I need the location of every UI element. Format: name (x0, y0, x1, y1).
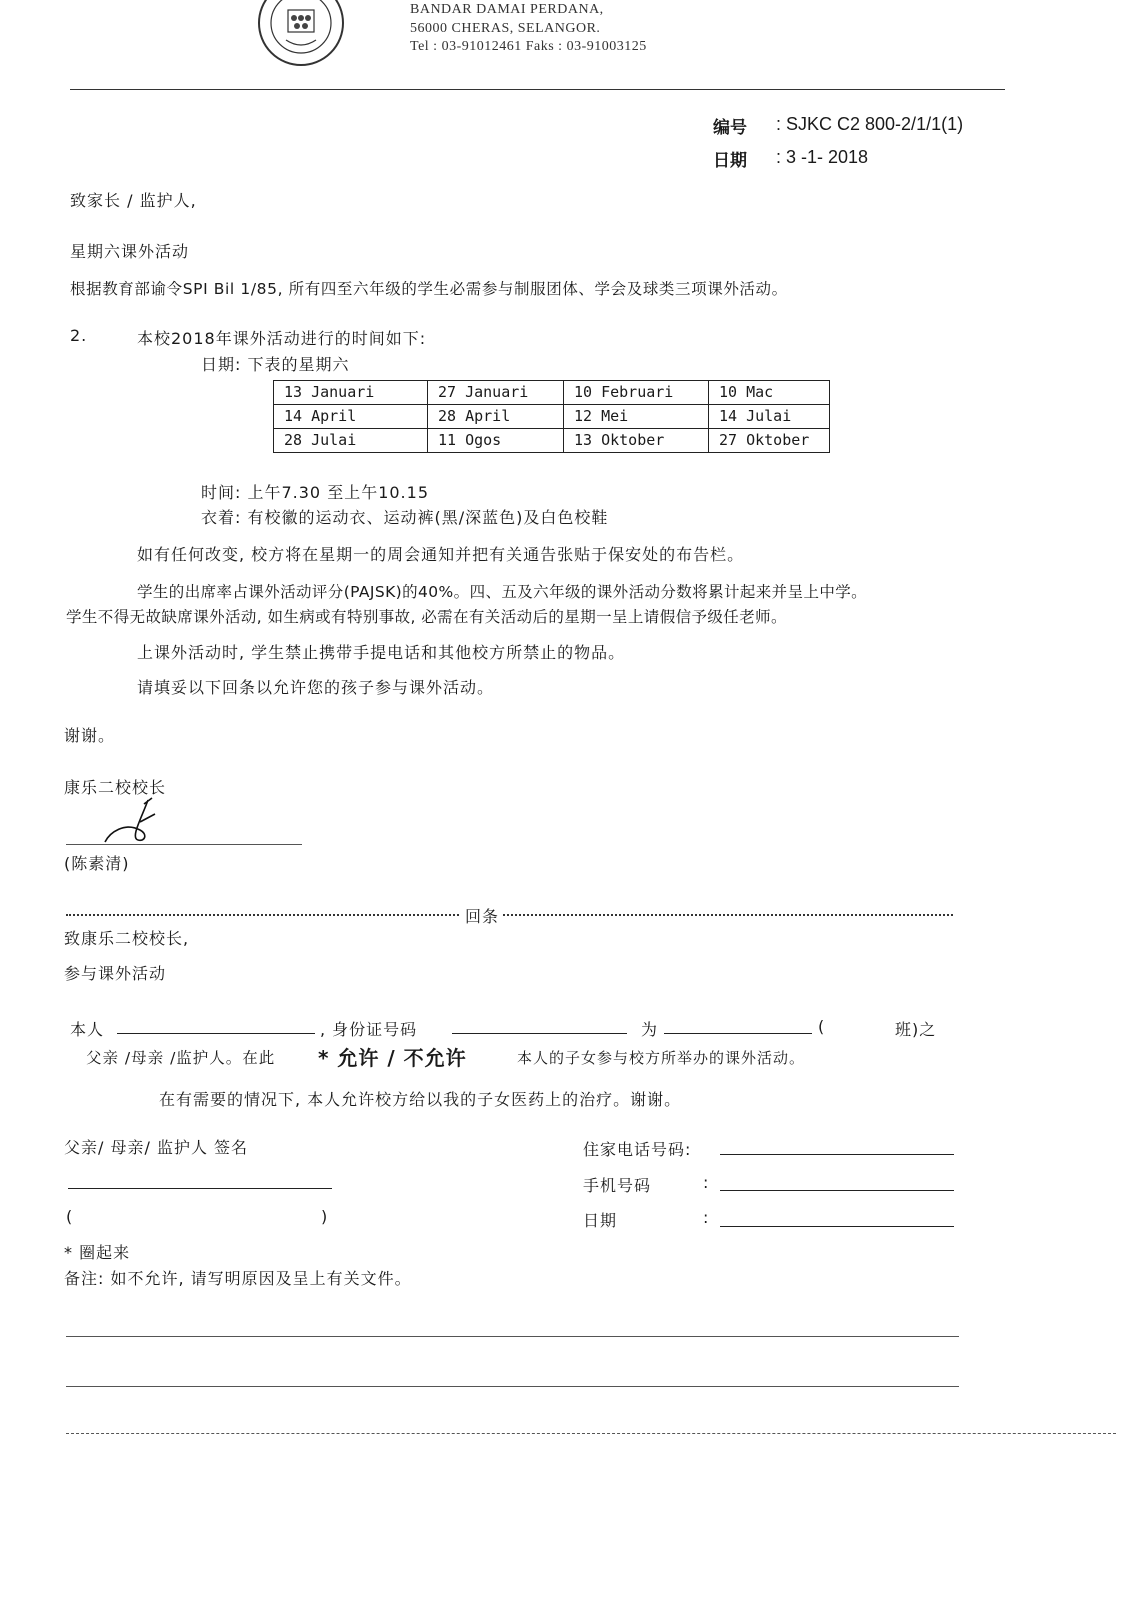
cut-line-left (66, 914, 459, 916)
parent-signature-field[interactable] (68, 1188, 332, 1189)
circle-note: * 圈起来 (64, 1243, 131, 1262)
school-crest-logo (256, 0, 346, 68)
table-row (274, 429, 830, 453)
ref-number-value: : SJKC C2 800-2/1/1(1) (776, 114, 964, 134)
reply-line1-prefix: 本人 (70, 1020, 105, 1039)
phone-fax: Tel : 03-91012461 Faks : 03-91003125 (410, 39, 647, 54)
paragraph-6: 请填妥以下回条以允许您的孩子参与课外活动。 (137, 678, 495, 697)
table-cell: 11 Ogos (428, 429, 564, 453)
attire-line: 衣着: 有校徽的运动衣、运动裤(黑/深蓝色)及白色校鞋 (201, 508, 609, 527)
signatory-title: 康乐二校校长 (64, 778, 167, 797)
reply-line2-start: 父亲 /母亲 /监护人。在此 (86, 1049, 276, 1067)
header-rule (70, 89, 1005, 90)
remark: 备注: 如不允许, 请写明原因及呈上有关文件。 (64, 1269, 412, 1288)
table-cell: 27 Oktober (709, 429, 830, 453)
mobile-colon: : (703, 1173, 710, 1192)
table-cell: 12 Mei (564, 405, 709, 429)
saturday-schedule-table (273, 380, 830, 453)
date-line: 日期: 下表的星期六 (201, 355, 350, 374)
date-label: 日期 (583, 1211, 618, 1230)
table-cell: 27 Januari (428, 381, 564, 405)
ref-number-label: 编号 (713, 118, 747, 138)
signature-line (66, 844, 302, 845)
table-cell: 14 Julai (709, 405, 830, 429)
remark-line-2[interactable] (66, 1386, 959, 1387)
signatory-name: (陈素清) (64, 854, 130, 873)
id-number-label: , 身份证号码 (320, 1020, 418, 1039)
ref-date-value: : 3 -1- 2018 (776, 147, 869, 167)
home-phone-label: 住家电话号码: (583, 1140, 692, 1159)
paragraph-1: 根据教育部谕令SPI Bil 1/85, 所有四至六年级的学生必需参与制服团体、学会及球类三项课外活动。 (70, 280, 788, 298)
date-field[interactable] (720, 1226, 954, 1227)
class-label: 班)之 (895, 1020, 937, 1039)
paragraph-3: 如有任何改变, 校方将在星期一的周会通知并把有关通告张贴于保安处的布告栏。 (137, 545, 745, 564)
class-open-paren: ( (818, 1017, 826, 1036)
paragraph-4a: 学生的出席率占课外活动评分(PAJSK)的40%。四、五及六年级的课外活动分数将累计起来并呈上中学。 (137, 583, 868, 601)
reply-subject: 参与课外活动 (64, 964, 167, 983)
table-cell: 28 Julai (274, 429, 428, 453)
child-name-field[interactable] (664, 1033, 812, 1034)
table-row (274, 405, 830, 429)
remark-line-1[interactable] (66, 1336, 959, 1337)
address-line-1: BANDAR DAMAI PERDANA, (410, 2, 604, 17)
remark-line-3[interactable] (66, 1433, 1116, 1434)
date-colon: : (703, 1208, 710, 1227)
table-cell: 10 Februari (564, 381, 709, 405)
table-cell: 13 Oktober (564, 429, 709, 453)
paragraph-5: 上课外活动时, 学生禁止携带手提电话和其他校方所禁止的物品。 (137, 643, 626, 662)
id-number-field[interactable] (452, 1033, 627, 1034)
medical-consent: 在有需要的情况下, 本人允许校方给以我的子女医药上的治疗。谢谢。 (159, 1090, 682, 1109)
address-line-2: 56000 CHERAS, SELANGOR. (410, 21, 601, 36)
table-cell: 28 April (428, 405, 564, 429)
signature-label: 父亲/ 母亲/ 监护人 签名 (64, 1138, 249, 1157)
salutation: 致家长 / 监护人, (70, 191, 197, 210)
paragraph-2: 本校2018年课外活动进行的时间如下: (137, 329, 427, 348)
reply-line2-end: 本人的子女参与校方所举办的课外活动。 (517, 1049, 806, 1067)
table-cell: 14 April (274, 405, 428, 429)
paragraph-2-number: 2. (70, 326, 88, 345)
principal-signature (100, 792, 170, 847)
parent-name-close: ) (321, 1207, 329, 1226)
reply-slip-label: 回条 (465, 907, 500, 926)
time-line: 时间: 上午7.30 至上午10.15 (201, 483, 429, 502)
mobile-field[interactable] (720, 1190, 954, 1191)
ref-date-label: 日期 (713, 151, 747, 171)
paragraph-4b: 学生不得无故缺席课外活动, 如生病或有特别事故, 必需在有关活动后的星期一呈上请假信予级任老师。 (66, 608, 787, 626)
home-phone-field[interactable] (720, 1154, 954, 1155)
student-name-field[interactable] (117, 1033, 315, 1034)
reply-to: 致康乐二校校长, (64, 929, 190, 948)
for-label: 为 (641, 1020, 659, 1039)
subject: 星期六课外活动 (70, 242, 190, 261)
permission-options[interactable]: * 允许 / 不允许 (318, 1046, 467, 1070)
table-row (274, 381, 830, 405)
parent-name-open: ( (66, 1207, 74, 1226)
table-cell: 13 Januari (274, 381, 428, 405)
thanks: 谢谢。 (64, 726, 116, 745)
table-cell: 10 Mac (709, 381, 830, 405)
mobile-label: 手机号码 (583, 1176, 652, 1195)
cut-line-right (503, 914, 953, 916)
